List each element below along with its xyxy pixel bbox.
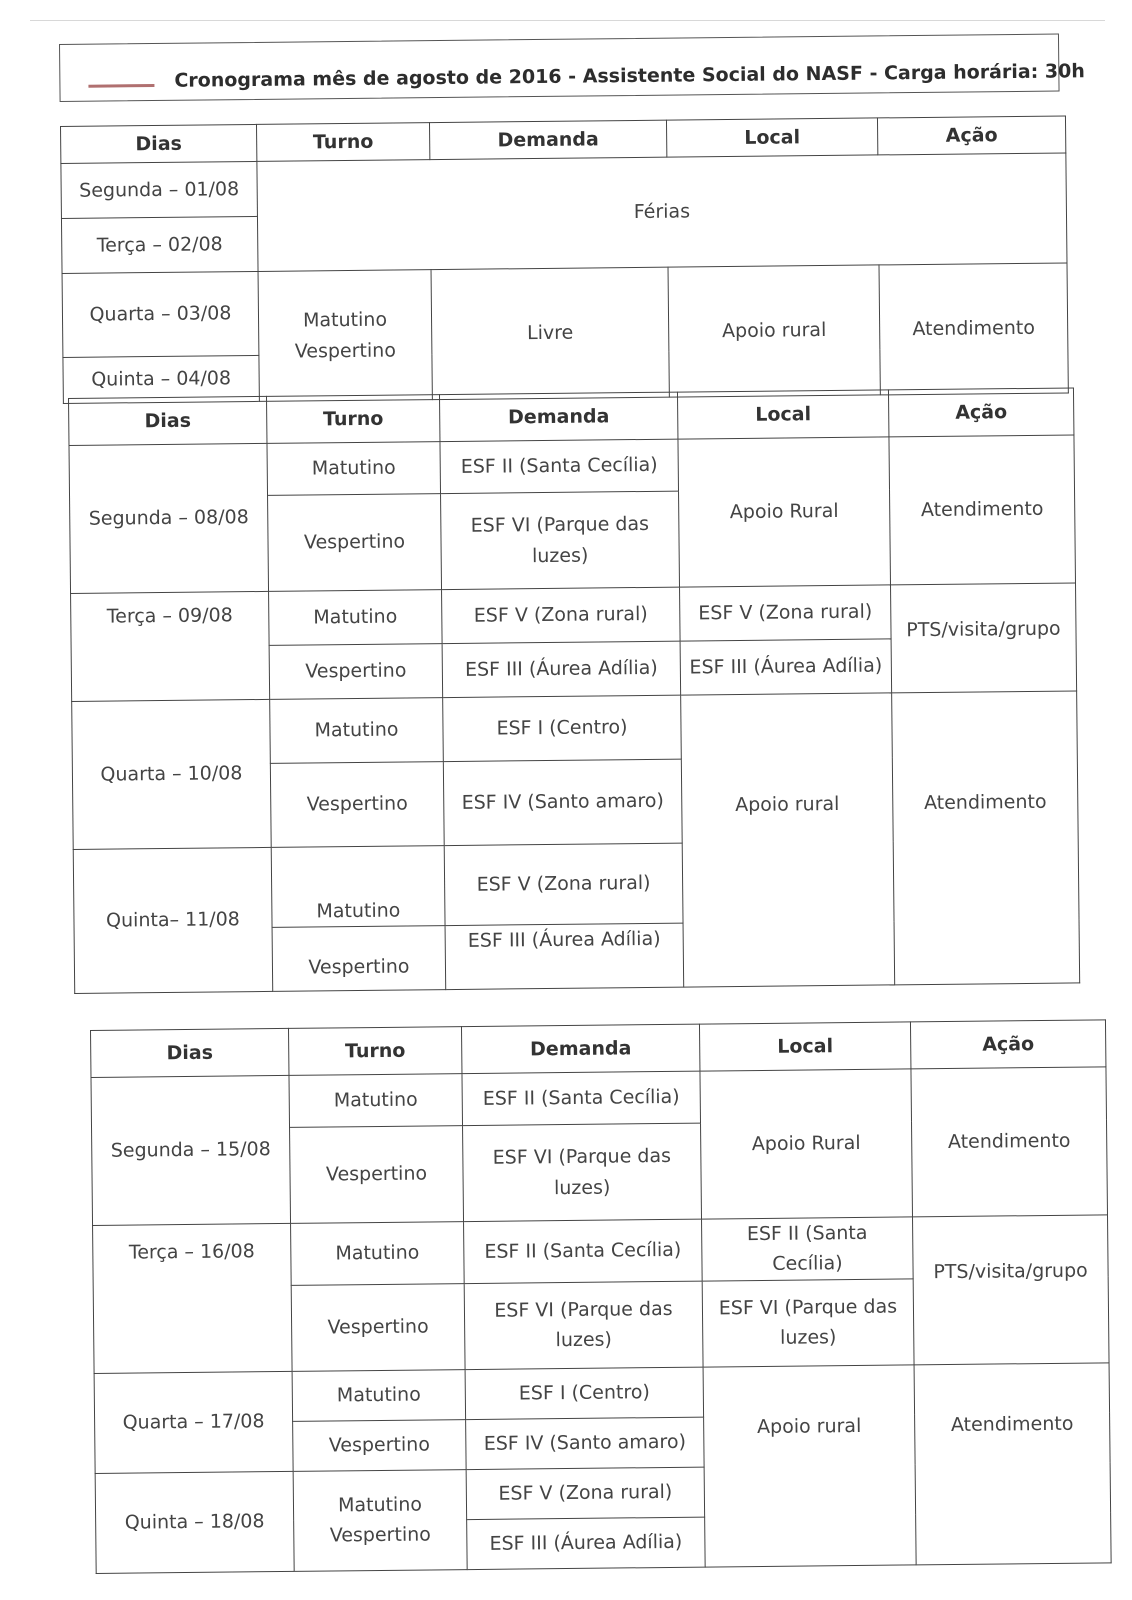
demanda-cell: ESF I (Centro) — [443, 695, 682, 761]
table-row — [71, 583, 1077, 648]
table-row — [91, 1067, 1106, 1130]
day-cell: Terça – 02/08 — [61, 216, 258, 273]
turno-cell: Matutino — [271, 846, 445, 928]
demanda-cell: ESF II (Santa Cecília) — [464, 1219, 703, 1283]
page-title: Cronograma mês de agosto de 2016 - Assistente Social do NASF - Carga horária: 30h — [174, 60, 1085, 92]
turno-cell: Matutino — [270, 698, 444, 764]
header-turno: Turno — [256, 123, 429, 162]
local-cell: ESF III (Áurea Adília) — [680, 639, 892, 695]
turno-cell: Vespertino — [269, 644, 443, 700]
day-cell: Segunda – 08/08 — [69, 443, 269, 593]
demanda-cell: ESF II (Santa Cecília) — [462, 1071, 701, 1125]
header-demanda: Demanda — [429, 120, 666, 159]
acao-cell: Atendimento — [911, 1067, 1108, 1217]
day-cell: Quinta– 11/08 — [73, 847, 272, 993]
acao-cell: PTS/visita/grupo — [913, 1215, 1110, 1365]
header-demanda: Demanda — [461, 1024, 699, 1073]
day-cell: Segunda – 15/08 — [91, 1075, 291, 1225]
demanda-cell: ESF VI (Parque das luzes) — [463, 1123, 702, 1221]
turno-cell: Vespertino — [290, 1126, 464, 1224]
turno-cell: Matutino — [291, 1222, 465, 1286]
local-cell: Apoio rural — [703, 1365, 916, 1567]
header-local: Local — [677, 390, 888, 439]
day-cell: Quinta – 18/08 — [95, 1471, 294, 1573]
header-dias: Dias — [69, 396, 267, 445]
schedule-table-week2 — [68, 387, 1080, 994]
header-local: Local — [699, 1022, 910, 1071]
demanda-cell: ESF I (Centro) — [465, 1367, 704, 1419]
turno-cell — [258, 270, 432, 402]
local-cell: ESF VI (Parque das luzes) — [702, 1279, 914, 1367]
demanda-cell: ESF III (Áurea Adília) — [445, 923, 684, 989]
header-dias: Dias — [91, 1028, 289, 1077]
turno-cell: Vespertino — [270, 762, 444, 848]
title-box — [59, 34, 1085, 102]
local-cell: Apoio rural — [668, 265, 880, 397]
header-acao: Ação — [910, 1020, 1105, 1069]
acao-cell: Atendimento — [889, 435, 1076, 585]
table-row — [93, 1215, 1109, 1287]
turno-vespertino: Vespertino — [294, 338, 397, 363]
local-cell: Apoio Rural — [678, 437, 891, 587]
day-cell: Segunda – 01/08 — [61, 161, 258, 218]
header-acao: Ação — [888, 388, 1073, 437]
demanda-cell: ESF III (Áurea Adília) — [467, 1517, 706, 1569]
demanda-cell: ESF V (Zona rural) — [444, 843, 683, 925]
turno-cell: Vespertino — [293, 1419, 467, 1471]
turno-cell: Vespertino — [291, 1283, 465, 1371]
table-row — [72, 691, 1078, 766]
table-row — [69, 435, 1074, 498]
schedule-table-week1 — [60, 115, 1069, 404]
demanda-cell: ESF V (Zona rural) — [466, 1467, 705, 1519]
table-row — [94, 1363, 1109, 1424]
turno-cell: Vespertino — [272, 926, 446, 992]
demanda-cell: ESF II (Santa Cecília) — [440, 439, 679, 493]
acao-cell: Atendimento — [879, 263, 1068, 395]
day-cell: Terça – 09/08 — [71, 591, 270, 701]
acao-cell: Atendimento — [914, 1363, 1111, 1565]
pen-mark — [88, 84, 154, 88]
acao-cell: Atendimento — [892, 691, 1080, 985]
local-cell: ESF II (Santa Cecília) — [702, 1217, 914, 1281]
scan-edge-line — [30, 20, 1105, 21]
header-demanda: Demanda — [439, 392, 677, 441]
turno-cell: Matutino — [269, 590, 443, 646]
header-dias: Dias — [61, 124, 257, 163]
header-acao: Ação — [877, 116, 1065, 155]
header-turno: Turno — [288, 1027, 461, 1076]
turno-vespertino: Vespertino — [329, 1523, 431, 1547]
day-cell: Quarta – 17/08 — [94, 1371, 293, 1473]
vacation-cell: Férias — [257, 153, 1067, 271]
schedule-table-week3 — [90, 1019, 1112, 1573]
turno-cell: Matutino — [267, 442, 441, 496]
local-cell: Apoio rural — [681, 693, 895, 987]
header-local: Local — [666, 118, 877, 157]
demanda-cell: ESF V (Zona rural) — [442, 587, 681, 643]
demanda-cell: ESF VI (Parque das luzes) — [441, 491, 680, 589]
demanda-cell: ESF VI (Parque das luzes) — [464, 1281, 703, 1369]
demanda-cell: ESF III (Áurea Adília) — [442, 641, 681, 697]
day-cell: Quinta – 04/08 — [63, 355, 259, 403]
day-cell: Quarta – 10/08 — [72, 699, 272, 849]
demanda-cell: Livre — [431, 267, 669, 399]
header-turno: Turno — [266, 395, 439, 444]
turno-cell — [293, 1469, 467, 1571]
acao-cell: PTS/visita/grupo — [891, 583, 1077, 693]
turno-cell: Matutino — [292, 1369, 466, 1421]
demanda-cell: ESF IV (Santo amaro) — [443, 759, 682, 845]
day-cell: Quarta – 03/08 — [62, 271, 259, 357]
demanda-cell: ESF IV (Santo amaro) — [466, 1417, 705, 1469]
table-row — [62, 263, 1068, 358]
turno-matutino: Matutino — [302, 308, 388, 332]
local-cell: ESF V (Zona rural) — [680, 585, 892, 641]
turno-cell: Vespertino — [268, 494, 442, 592]
turno-cell: Matutino — [289, 1074, 463, 1128]
local-cell: Apoio Rural — [700, 1069, 913, 1219]
turno-matutino: Matutino — [337, 1493, 423, 1517]
table-row — [61, 153, 1067, 219]
day-cell: Terça – 16/08 — [93, 1223, 293, 1373]
